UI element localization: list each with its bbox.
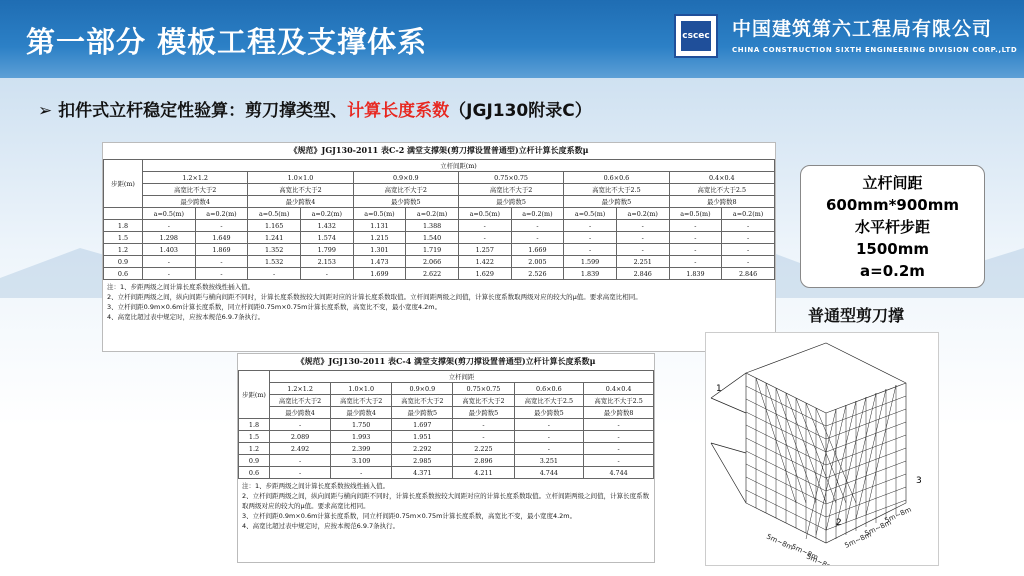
table1-cell: 2.622 [406,268,459,280]
table1-cell: 1.432 [300,220,353,232]
table2-cell: 3.251 [514,455,584,467]
table1-ratio: 高宽比不大于2 [143,184,248,196]
table2-cell: - [453,419,514,431]
figure-label: 普通型剪刀撑 [808,306,905,325]
table2-cell: - [270,455,331,467]
table1-cell: - [616,220,669,232]
table1-note: 2、立杆间距两级之间，纵向间距与横向间距不同时，计算长度系数按较大间距对应的计算长度系数取值。立杆间距两级之间值，计算长度系数取两级对应的较大的μ值。要求高宽比相同。 [107,293,642,301]
table2-span: 最少跨数4 [331,407,392,419]
table2-cell: 0.6 [239,467,270,479]
table2-cell: 2.292 [392,443,453,455]
table1-ratio: 高宽比不大于2.5 [564,184,669,196]
table1-cell: 1.5 [104,232,143,244]
table2-note: 2、立杆间距两级之间，纵向间距与横向间距不同时，计算长度系数按较大间距对应的计算长度系数取值。立杆间距两级之间值，计算长度系数取两级对应的较大的μ值。要求高宽比相同。 [242,492,650,510]
table1-empty-cell [104,208,143,220]
table1-cell: 1.352 [248,244,301,256]
param-line: 水平杆步距 [854,218,930,236]
dim-label: 5m~8m [863,518,893,538]
table1-cell: 1.799 [300,244,353,256]
table2-cell: 0.9 [239,455,270,467]
dim-label: 5m~8m [790,542,820,562]
table2-cell: 1.750 [331,419,392,431]
table2-caption: 《规范》JGJ130-2011 表C-4 满堂支撑架(剪刀撑设置普通型)立杆计算长度系数μ [296,356,596,366]
table1-cell: 1.869 [195,244,248,256]
table1-cell: 1.839 [564,268,617,280]
table1-cell: - [722,244,775,256]
company-logo: cscec [674,14,718,58]
table2-cell: - [453,431,514,443]
table1-a-col: a=0.2(m) [511,208,564,220]
table1-a-col: a=0.2(m) [406,208,459,220]
table2-cell: 1.5 [239,431,270,443]
table1-cell: 1.298 [143,232,196,244]
dim-label: 5m~8m [805,552,835,565]
scaffold-line [856,389,886,519]
table1-cell: 0.9 [104,256,143,268]
table1-cell: 1.301 [353,244,406,256]
table2-ratio: 高宽比不大于2.5 [514,395,584,407]
table2-cell: 4.744 [514,467,584,479]
table1-note: 4、高宽比超过表中规定时，应按本规范6.9.7条执行。 [107,313,265,321]
table-row [104,244,775,256]
table2-cell: 1.697 [392,419,453,431]
table2-spacing: 0.4×0.4 [584,383,654,395]
table1-cell: 1.669 [511,244,564,256]
table2-ratio: 高宽比不大于2 [453,395,514,407]
table1-notes [103,280,775,324]
table1-cell: 1.540 [406,232,459,244]
table1-cell: 1.473 [353,256,406,268]
table2-cell: - [514,419,584,431]
table2-cell: - [514,443,584,455]
table2-document [237,353,655,563]
parameter-box [800,165,985,288]
table1-ratio: 高宽比不大于2 [353,184,458,196]
table1-cell: 2.846 [722,268,775,280]
subtitle-highlight: 计算长度系数 [347,101,450,121]
table1-cell: - [564,232,617,244]
page-title: 第一部分 模板工程及支撑体系 [26,25,428,59]
table1-cell: - [511,232,564,244]
table2-cell: - [270,419,331,431]
table1-span: 最少跨数8 [669,196,774,208]
subtitle-prefix: ➢ 扣件式立杆稳定性验算：剪刀撑类型、 [38,101,348,121]
table1-cell: - [722,220,775,232]
table1-cell: 1.422 [458,256,511,268]
subtitle-suffix: （JGJ130附录C） [449,101,592,121]
table2-cell: - [514,431,584,443]
company-name-en: CHINA CONSTRUCTION SIXTH ENGINEERING DIVISION CORP.,LTD [732,46,1018,54]
table1-spacing: 1.2×1.2 [143,172,248,184]
scaffold-drawing [706,333,938,565]
table2-spacing: 0.75×0.75 [453,383,514,395]
scaffold-line [806,409,836,539]
table-row [239,467,654,479]
table2-ratio: 高宽比不大于2 [392,395,453,407]
table1-cell: 1.215 [353,232,406,244]
table2-notes [238,479,654,533]
table2-span: 最少跨数4 [270,407,331,419]
section-subtitle [38,96,592,121]
table2-cell: - [270,467,331,479]
table1-cell: - [511,220,564,232]
table1-cell: 1.403 [143,244,196,256]
table2-cell: 1.993 [331,431,392,443]
table2-spacing: 0.6×0.6 [514,383,584,395]
company-name-cn: 中国建筑第六工程局有限公司 [732,18,993,40]
table2-cell: 1.8 [239,419,270,431]
table1-cell: 1.532 [248,256,301,268]
table2-cell: 2.492 [270,443,331,455]
table1-cell: 1.2 [104,244,143,256]
param-line: 立杆间距 [862,174,923,192]
dim-label: 5m~8m [843,530,873,550]
table1-cell: 0.6 [104,268,143,280]
table1-a-col: a=0.2(m) [722,208,775,220]
table1-cell: - [564,220,617,232]
scaffold-line [846,393,876,523]
param-line: a=0.2m [860,262,925,280]
table1-spacing: 0.6×0.6 [564,172,669,184]
company-name [732,14,1017,54]
table1-cell: 1.388 [406,220,459,232]
table1 [103,159,775,280]
table2-cell: 2.089 [270,431,331,443]
param-line: 1500mm [855,240,929,258]
table1-a-col: a=0.2(m) [300,208,353,220]
table2-cell: 4.371 [392,467,453,479]
table1-a-col: a=0.5(m) [353,208,406,220]
table2-cell: 2.399 [331,443,392,455]
table1-span: 最少跨数4 [143,196,248,208]
table1-a-col: a=0.5(m) [669,208,722,220]
table2-cell: 2.225 [453,443,514,455]
table1-cell: 2.846 [616,268,669,280]
table-row [104,268,775,280]
table1-cell: - [195,268,248,280]
table2-note: 注：1、步距两级之间计算长度系数按线性插入值。 [242,482,390,490]
table1-ratio: 高宽比不大于2.5 [669,184,774,196]
table1-a-col: a=0.5(m) [248,208,301,220]
table1-cell: - [669,220,722,232]
table1-a-col: a=0.2(m) [195,208,248,220]
table1-span: 最少跨数4 [248,196,353,208]
table1-step-header: 步距(m) [104,160,143,208]
table1-a-col: a=0.5(m) [564,208,617,220]
table1-cell: 2.251 [616,256,669,268]
table2-cell: - [331,467,392,479]
table2-note: 3、立杆间距0.9m×0.6m计算长度系数，同立杆间距0.75m×0.75m计算长度系数，高宽比不变，最小宽度4.2m。 [242,512,577,520]
table2-spacing: 1.2×1.2 [270,383,331,395]
table1-cell: 1.629 [458,268,511,280]
table2-top-header: 立杆间距 [270,371,654,383]
table1-cell: - [722,256,775,268]
table2-step-header: 步距(m) [239,371,270,419]
table1-document [102,142,776,352]
table1-cell: - [669,256,722,268]
table1-cell: 1.574 [300,232,353,244]
table1-cell: 2.526 [511,268,564,280]
table1-a-col: a=0.2(m) [616,208,669,220]
table1-note: 注：1、步距两级之间计算长度系数按线性插入值。 [107,283,255,291]
table-row [104,220,775,232]
mark-1: 1 [716,384,722,394]
table2 [238,370,654,479]
table2-cell: 2.896 [453,455,514,467]
table1-cell: - [195,220,248,232]
table1-cell: 1.719 [406,244,459,256]
table2-span: 最少跨数5 [453,407,514,419]
table2-cell: 2.985 [392,455,453,467]
table-row [239,443,654,455]
param-line: 600mm*900mm [826,196,959,214]
table1-cell: 1.257 [458,244,511,256]
table2-ratio: 高宽比不大于2.5 [584,395,654,407]
table1-spacing: 1.0×1.0 [248,172,353,184]
table2-ratio: 高宽比不大于2 [331,395,392,407]
table1-span: 最少跨数5 [353,196,458,208]
table-row [104,232,775,244]
table1-cell: 1.649 [195,232,248,244]
table1-caption: 《规范》JGJ130-2011 表C-2 满堂支撑架(剪刀撑设置普通型)立杆计算长度系数μ [289,145,589,155]
table1-cell: 2.066 [406,256,459,268]
table1-cell: - [195,256,248,268]
table1-cell: - [143,220,196,232]
table1-a-col: a=0.5(m) [458,208,511,220]
table1-cell: - [564,244,617,256]
header-bar [0,0,1024,78]
table1-cell: 1.699 [353,268,406,280]
dim-label: 5m~8m [883,505,913,525]
table2-span: 最少跨数8 [584,407,654,419]
table1-cell: 1.839 [669,268,722,280]
table1-cell: - [248,268,301,280]
table2-cell: 4.744 [584,467,654,479]
table2-note: 4、高宽比超过表中规定时，应按本规范6.9.7条执行。 [242,522,400,530]
table2-cell: - [584,419,654,431]
table1-cell: 1.165 [248,220,301,232]
table1-cell: 1.8 [104,220,143,232]
table1-ratio: 高宽比不大于2 [458,184,563,196]
table2-cell: - [584,431,654,443]
table2-spacing: 0.9×0.9 [392,383,453,395]
table2-cell: 4.211 [453,467,514,479]
scaffold-line [816,405,846,535]
table-row [239,431,654,443]
table-row [104,256,775,268]
table1-note: 3、立杆间距0.9m×0.6m计算长度系数，同立杆间距0.75m×0.75m计算长度系数，高宽比不变，最小宽度4.2m。 [107,303,442,311]
table2-cell: 1.2 [239,443,270,455]
table1-ratio: 高宽比不大于2 [248,184,353,196]
table2-spacing: 1.0×1.0 [331,383,392,395]
table1-top-header: 立杆间距(m) [143,160,775,172]
table1-cell: 2.005 [511,256,564,268]
table-row [239,419,654,431]
table1-cell: - [458,220,511,232]
table2-span: 最少跨数5 [392,407,453,419]
table2-cell: - [584,455,654,467]
scaffold-figure [705,332,939,566]
dim-label: 5m~8m [765,532,795,552]
table1-cell: - [669,232,722,244]
mark-3: 3 [916,476,922,486]
table1-cell: - [669,244,722,256]
table1-cell: - [722,232,775,244]
table2-cell: - [584,443,654,455]
table2-span: 最少跨数5 [514,407,584,419]
table1-span: 最少跨数5 [564,196,669,208]
scaffold-line [866,385,896,515]
table1-cell: 2.153 [300,256,353,268]
table1-cell: - [616,244,669,256]
table2-cell: 1.951 [392,431,453,443]
table1-cell: 1.241 [248,232,301,244]
table1-cell: - [143,256,196,268]
table1-span: 最少跨数5 [458,196,563,208]
table1-spacing: 0.75×0.75 [458,172,563,184]
table1-spacing: 0.9×0.9 [353,172,458,184]
table1-cell: - [143,268,196,280]
table2-cell: 3.109 [331,455,392,467]
table1-cell: 1.131 [353,220,406,232]
table2-ratio: 高宽比不大于2 [270,395,331,407]
table-row [239,455,654,467]
table1-cell: - [458,232,511,244]
table1-cell: - [300,268,353,280]
mark-2: 2 [836,518,842,528]
table1-cell: 1.599 [564,256,617,268]
table1-cell: - [616,232,669,244]
table1-a-col: a=0.5(m) [143,208,196,220]
table1-spacing: 0.4×0.4 [669,172,774,184]
